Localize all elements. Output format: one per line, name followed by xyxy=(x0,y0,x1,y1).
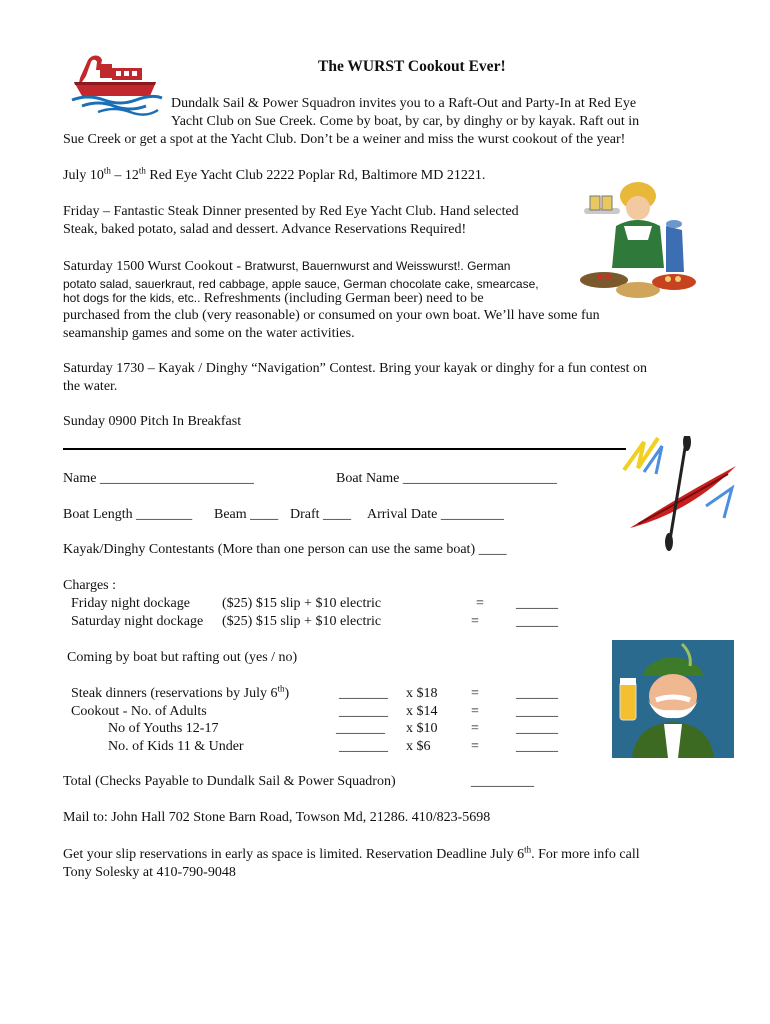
friday-line-1: Friday – Fantastic Steak Dinner presented by Red Eye Yacht Club. Hand selected xyxy=(63,204,519,219)
equals-sign: = xyxy=(471,739,479,754)
steak-amount-field[interactable]: ______ xyxy=(516,686,558,701)
tugboat-icon xyxy=(70,48,165,118)
kids-price: x $6 xyxy=(406,739,431,754)
equals-sign: = xyxy=(471,686,479,701)
adults-label: Cookout - No. of Adults xyxy=(71,704,207,719)
youths-quantity-field[interactable]: _______ xyxy=(336,721,385,736)
intro-line-2: Yacht Club on Sue Creek. Come by boat, by car, by dinghy or by kayak. Raft out in xyxy=(171,114,640,129)
kids-label: No. of Kids 11 & Under xyxy=(108,739,244,754)
total-label: Total (Checks Payable to Dundalk Sail & Power Squadron) xyxy=(63,774,396,789)
kids-amount-field[interactable]: ______ xyxy=(516,739,558,754)
intro-line-1: Dundalk Sail & Power Squadron invites you to a Raft-Out and Party-In at Red Eye xyxy=(171,96,637,111)
divider-rule xyxy=(63,448,626,450)
adults-quantity-field[interactable]: _______ xyxy=(339,704,388,719)
steak-quantity-field[interactable]: _______ xyxy=(339,686,388,701)
friday-line-2: Steak, baked potato, salad and dessert. Advance Reservations Required! xyxy=(63,222,467,237)
deadline-line-2: Tony Solesky at 410-790-9048 xyxy=(63,865,236,880)
mail-to-line: Mail to: John Hall 702 Stone Barn Road, Towson Md, 21286. 410/823-5698 xyxy=(63,810,491,825)
saturday-line-5: seamanship games and some on the water activities. xyxy=(63,326,355,341)
boat-length-field[interactable]: Boat Length ________ xyxy=(63,507,193,522)
steak-price: x $18 xyxy=(406,686,438,701)
charges-label: Charges : xyxy=(63,578,117,593)
saturday-line-3: hot dogs for the kids, etc.. Refreshments (including German beer) need to be xyxy=(63,291,484,306)
equals-sign: = xyxy=(471,704,479,719)
contest-line-1: Saturday 1730 – Kayak / Dinghy “Navigation” Contest. Bring your kayak or dinghy for a fun contest on xyxy=(63,361,647,376)
waitress-icon xyxy=(578,178,704,306)
youths-price: x $10 xyxy=(406,721,438,736)
draft-field[interactable]: Draft ____ xyxy=(290,507,352,522)
contest-line-2: the water. xyxy=(63,379,118,394)
total-amount-field[interactable]: _________ xyxy=(471,774,534,789)
saturday-dockage-amount[interactable]: ______ xyxy=(516,614,558,629)
friday-dockage-amount[interactable]: ______ xyxy=(516,596,558,611)
youths-amount-field[interactable]: ______ xyxy=(516,721,558,736)
adults-amount-field[interactable]: ______ xyxy=(516,704,558,719)
equals-sign: = xyxy=(476,596,484,611)
contestants-field[interactable]: Kayak/Dinghy Contestants (More than one person can use the same boat) ____ xyxy=(63,542,507,557)
beam-field[interactable]: Beam ____ xyxy=(214,507,279,522)
kayak-icon xyxy=(620,436,740,552)
boat-name-field[interactable]: Boat Name ______________________ xyxy=(336,471,557,486)
sunday-line: Sunday 0900 Pitch In Breakfast xyxy=(63,414,242,429)
deadline-line-1: Get your slip reservations in early as space is limited. Reservation Deadline July 6th. For more info call xyxy=(63,844,640,862)
saturday-line-1: Saturday 1500 Wurst Cookout - Bratwurst, Bauernwurst and Weisswurst!. German xyxy=(63,259,511,274)
friday-dockage-label: Friday night dockage xyxy=(71,596,190,611)
arrival-date-field[interactable]: Arrival Date _________ xyxy=(367,507,504,522)
equals-sign: = xyxy=(471,614,479,629)
steak-dinners-label: Steak dinners (reservations by July 6th) xyxy=(71,683,290,701)
equals-sign: = xyxy=(471,721,479,736)
intro-line-3: Sue Creek or get a spot at the Yacht Club. Don’t be a weiner and miss the wurst cookout of the year! xyxy=(63,132,626,147)
saturday-line-2: potato salad, sauerkraut, red cabbage, apple sauce, German chocolate cake, smearcase, xyxy=(63,277,539,291)
youths-label: No of Youths 12-17 xyxy=(108,721,219,736)
name-field[interactable]: Name ______________________ xyxy=(63,471,254,486)
event-dates: July 10th – 12th Red Eye Yacht Club 2222 Poplar Rd, Baltimore MD 21221. xyxy=(63,165,486,183)
kids-quantity-field[interactable]: _______ xyxy=(339,739,388,754)
bavarian-man-icon xyxy=(612,640,734,758)
saturday-dockage-label: Saturday night dockage xyxy=(71,614,204,629)
rafting-field[interactable]: Coming by boat but rafting out (yes / no) xyxy=(67,650,298,665)
adults-price: x $14 xyxy=(406,704,438,719)
saturday-dockage-price: ($25) $15 slip + $10 electric xyxy=(222,614,382,629)
friday-dockage-price: ($25) $15 slip + $10 electric xyxy=(222,596,382,611)
saturday-line-4: purchased from the club (very reasonable) or consumed on your own boat. We’ll have some fun xyxy=(63,308,600,323)
page-title: The WURST Cookout Ever! xyxy=(318,58,506,75)
